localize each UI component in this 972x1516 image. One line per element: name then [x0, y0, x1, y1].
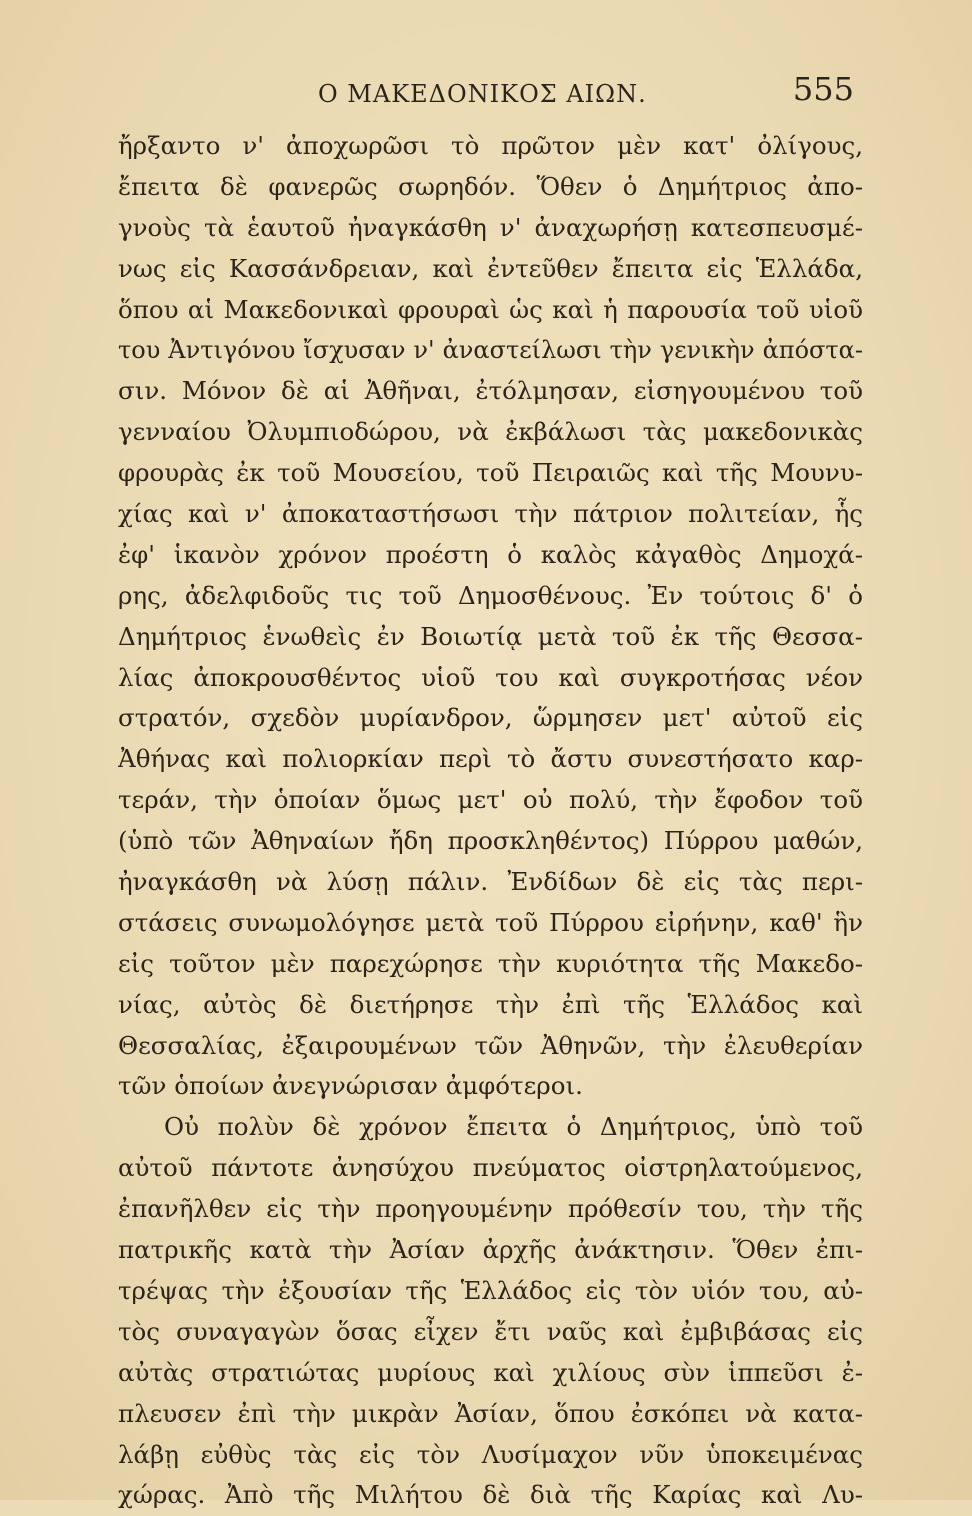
text-line: τῶν ὁποίων ἀνεγνώρισαν ἀμφότεροι. [118, 1071, 583, 1101]
text-line: τρέψας τὴν ἐξουσίαν τῆς Ἑλλάδος εἰς τὸν υἱόν του, αὐ- [118, 1275, 863, 1305]
text-line: ρης, ἀδελφιδοῦς τις τοῦ Δημοσθένους. Ἐν τούτοις δ' ὁ [118, 580, 863, 610]
page-header [118, 70, 854, 114]
running-title: Ο ΜΑΚΕΔΟΝΙΚΟΣ ΑΙΩΝ. [318, 80, 647, 108]
text-line: λάβῃ εὐθὺς τὰς εἰς τὸν Λυσίμαχον νῦν ὑποκειμένας [118, 1439, 863, 1469]
text-line: γνοὺς τὰ ἑαυτοῦ ἠναγκάσθη ν' ἀναχωρήσῃ κατεσπευσμέ- [118, 212, 863, 242]
text-line: σιν. Μόνον δὲ αἱ Ἀθῆναι, ἐτόλμησαν, εἰσηγουμένου τοῦ [118, 376, 863, 406]
text-line: χίας καὶ ν' ἀποκαταστήσωσι τὴν πάτριον πολιτείαν, ἧς [118, 499, 863, 529]
page-number: 555 [792, 70, 854, 108]
text-line: νως εἰς Κασσάνδρειαν, καὶ ἐντεῦθεν ἔπειτα εἰς Ἑλλάδα, [118, 253, 863, 283]
text-line: ἤρξαντο ν' ἀποχωρῶσι τὸ πρῶτον μὲν κατ' ὀλίγους, [118, 131, 863, 160]
body-text [118, 126, 863, 1516]
text-line: εἰς τοῦτον μὲν παρεχώρησε τὴν κυριότητα τῆς Μακεδο- [118, 948, 863, 978]
text-line: Οὐ πολὺν δὲ χρόνον ἔπειτα ὁ Δημήτριος, ὑπὸ τοῦ [164, 1112, 863, 1142]
text-line: ἔπειτα δὲ φανερῶς σωρηδόν. Ὅθεν ὁ Δημήτριος ἀπο- [118, 171, 863, 201]
text-line: ὅπου αἱ Μακεδονικαὶ φρουραὶ ὡς καὶ ἡ παρουσία τοῦ υἱοῦ [118, 294, 863, 324]
text-line: Δημήτριος ἑνωθεὶς ἐν Βοιωτίᾳ μετὰ τοῦ ἐκ τῆς Θεσσα- [118, 621, 863, 651]
text-line: λίας ἀποκρουσθέντος υἱοῦ του καὶ συγκροτήσας νέον [118, 662, 863, 692]
text-line: ἠναγκάσθη νὰ λύσῃ πάλιν. Ἐνδίδων δὲ εἰς τὰς περι- [118, 867, 863, 897]
text-line: πλευσεν ἐπὶ τὴν μικρὰν Ἀσίαν, ὅπου ἐσκόπει νὰ κατα- [118, 1398, 863, 1428]
text-line: φρουρὰς ἐκ τοῦ Μουσείου, τοῦ Πειραιῶς καὶ τῆς Μουνυ- [118, 458, 863, 488]
text-line: χώρας. Ἀπὸ τῆς Μιλήτου δὲ διὰ τῆς Καρίας καὶ Λυ- [118, 1480, 863, 1510]
text-line: του Ἀντιγόνου ἴσχυσαν ν' ἀναστείλωσι τὴν γενικὴν ἀπόστα- [118, 336, 863, 365]
text-line: νίας, αὐτὸς δὲ διετήρησε τὴν ἐπὶ τῆς Ἑλλάδος καὶ [118, 989, 863, 1019]
text-line: στάσεις συνωμολόγησε μετὰ τοῦ Πύρρου εἰρήνην, καθ' ἣν [118, 907, 863, 937]
text-line: Ἀθήνας καὶ πολιορκίαν περὶ τὸ ἄστυ συνεστήσατο καρ- [118, 744, 863, 774]
text-line: Θεσσαλίας, ἐξαιρουμένων τῶν Ἀθηνῶν, τὴν ἐλευθερίαν [118, 1030, 863, 1060]
text-line: (ὑπὸ τῶν Ἀθηναίων ἤδη προσκληθέντος) Πύρρου μαθών, [118, 826, 863, 856]
text-line: ἐπανῆλθεν εἰς τὴν προηγουμένην πρόθεσίν του, τὴν τῆς [118, 1194, 863, 1224]
text-line: πατρικῆς κατὰ τὴν Ἀσίαν ἀρχῆς ἀνάκτησιν. Ὅθεν ἐπι- [118, 1235, 863, 1265]
text-line: γενναίου Ὀλυμπιοδώρου, νὰ ἐκβάλωσι τὰς μακεδονικὰς [118, 417, 863, 447]
text-line: τεράν, τὴν ὁποίαν ὅμως μετ' οὐ πολύ, τὴν ἔφοδον τοῦ [118, 785, 863, 815]
text-line: τὸς συναγαγὼν ὅσας εἶχεν ἔτι ναῦς καὶ ἐμβιβάσας εἰς [118, 1316, 863, 1346]
text-line: αὐτοῦ πάντοτε ἀνησύχου πνεύματος οἰστρηλατούμενος, [118, 1153, 863, 1183]
text-line: ἐφ' ἱκανὸν χρόνον προέστη ὁ καλὸς κἀγαθὸς Δημοχά- [118, 539, 863, 569]
text-line: αὐτὰς στρατιώτας μυρίους καὶ χιλίους σὺν ἱππεῦσι ἐ- [118, 1357, 863, 1387]
text-line: στρατόν, σχεδὸν μυρίανδρον, ὥρμησεν μετ' αὐτοῦ εἰς [118, 703, 863, 733]
